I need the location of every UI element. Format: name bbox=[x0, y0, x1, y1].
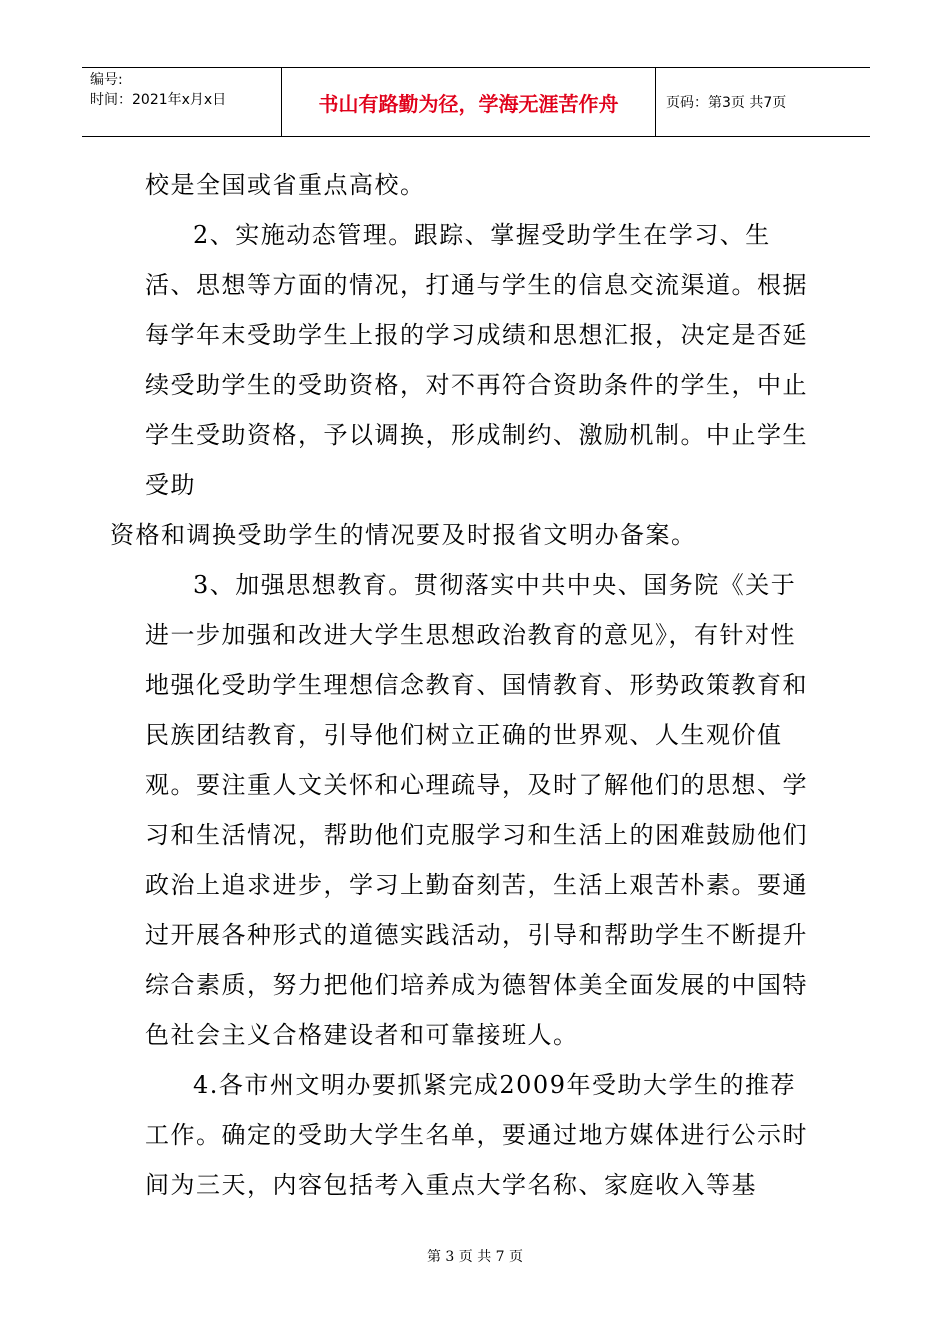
document-body bbox=[110, 160, 815, 1210]
date-label: 时间：2021年x月x日 bbox=[90, 92, 227, 108]
paragraph: 资格和调换受助学生的情况要及时报省文明办备案。 bbox=[110, 521, 697, 549]
page-header bbox=[82, 67, 870, 137]
header-motto: 书山有路勤为径，学海无涯苦作舟 bbox=[282, 68, 656, 136]
paragraph: 3、加强思想教育。贯彻落实中共中央、国务院《关于进一步加强和改进大学生思想政治教育的意见》，有针对性地强化受助学生理想信念教育、国情教育、形势政策教育和民族团结教育，引导他们树立正确的世界观、人生观价值观。要注重人文关怀和心理疏导，及时了解他们的思想、学习和生活情况，帮助他们克服学习和生活上的困难鼓励他们政治上追求进步，学习上勤奋刻苦，生活上艰苦朴素。要通过开展各种形式的道德实践活动，引导和帮助学生不断提升综合素质，努力把他们培养成为德智体美全面发展的中国特色社会主义合格建设者和可靠接班人。 bbox=[145, 571, 808, 1049]
paragraph: 校是全国或省重点高校。 bbox=[145, 171, 426, 199]
header-page-label: 页码：第3页 共7页 bbox=[666, 95, 787, 111]
paragraph: 4.各市州文明办要抓紧完成2009年受助大学生的推荐工作。确定的受助大学生名单，要通过地方媒体进行公示时间为三天，内容包括考入重点大学名称、家庭收入等基 bbox=[145, 1071, 808, 1199]
paragraph: 2、实施动态管理。跟踪、掌握受助学生在学习、生活、思想等方面的情况，打通与学生的信息交流渠道。根据每学年末受助学生上报的学习成绩和思想汇报，决定是否延续受助学生的受助资格，对不再符合资助条件的学生，中止学生受助资格，予以调换，形成制约、激励机制。中止学生受助 bbox=[145, 221, 808, 499]
serial-label: 编号: bbox=[90, 72, 123, 88]
header-info bbox=[82, 68, 282, 136]
page-footer: 第 3 页 共 7 页 bbox=[426, 1249, 524, 1265]
